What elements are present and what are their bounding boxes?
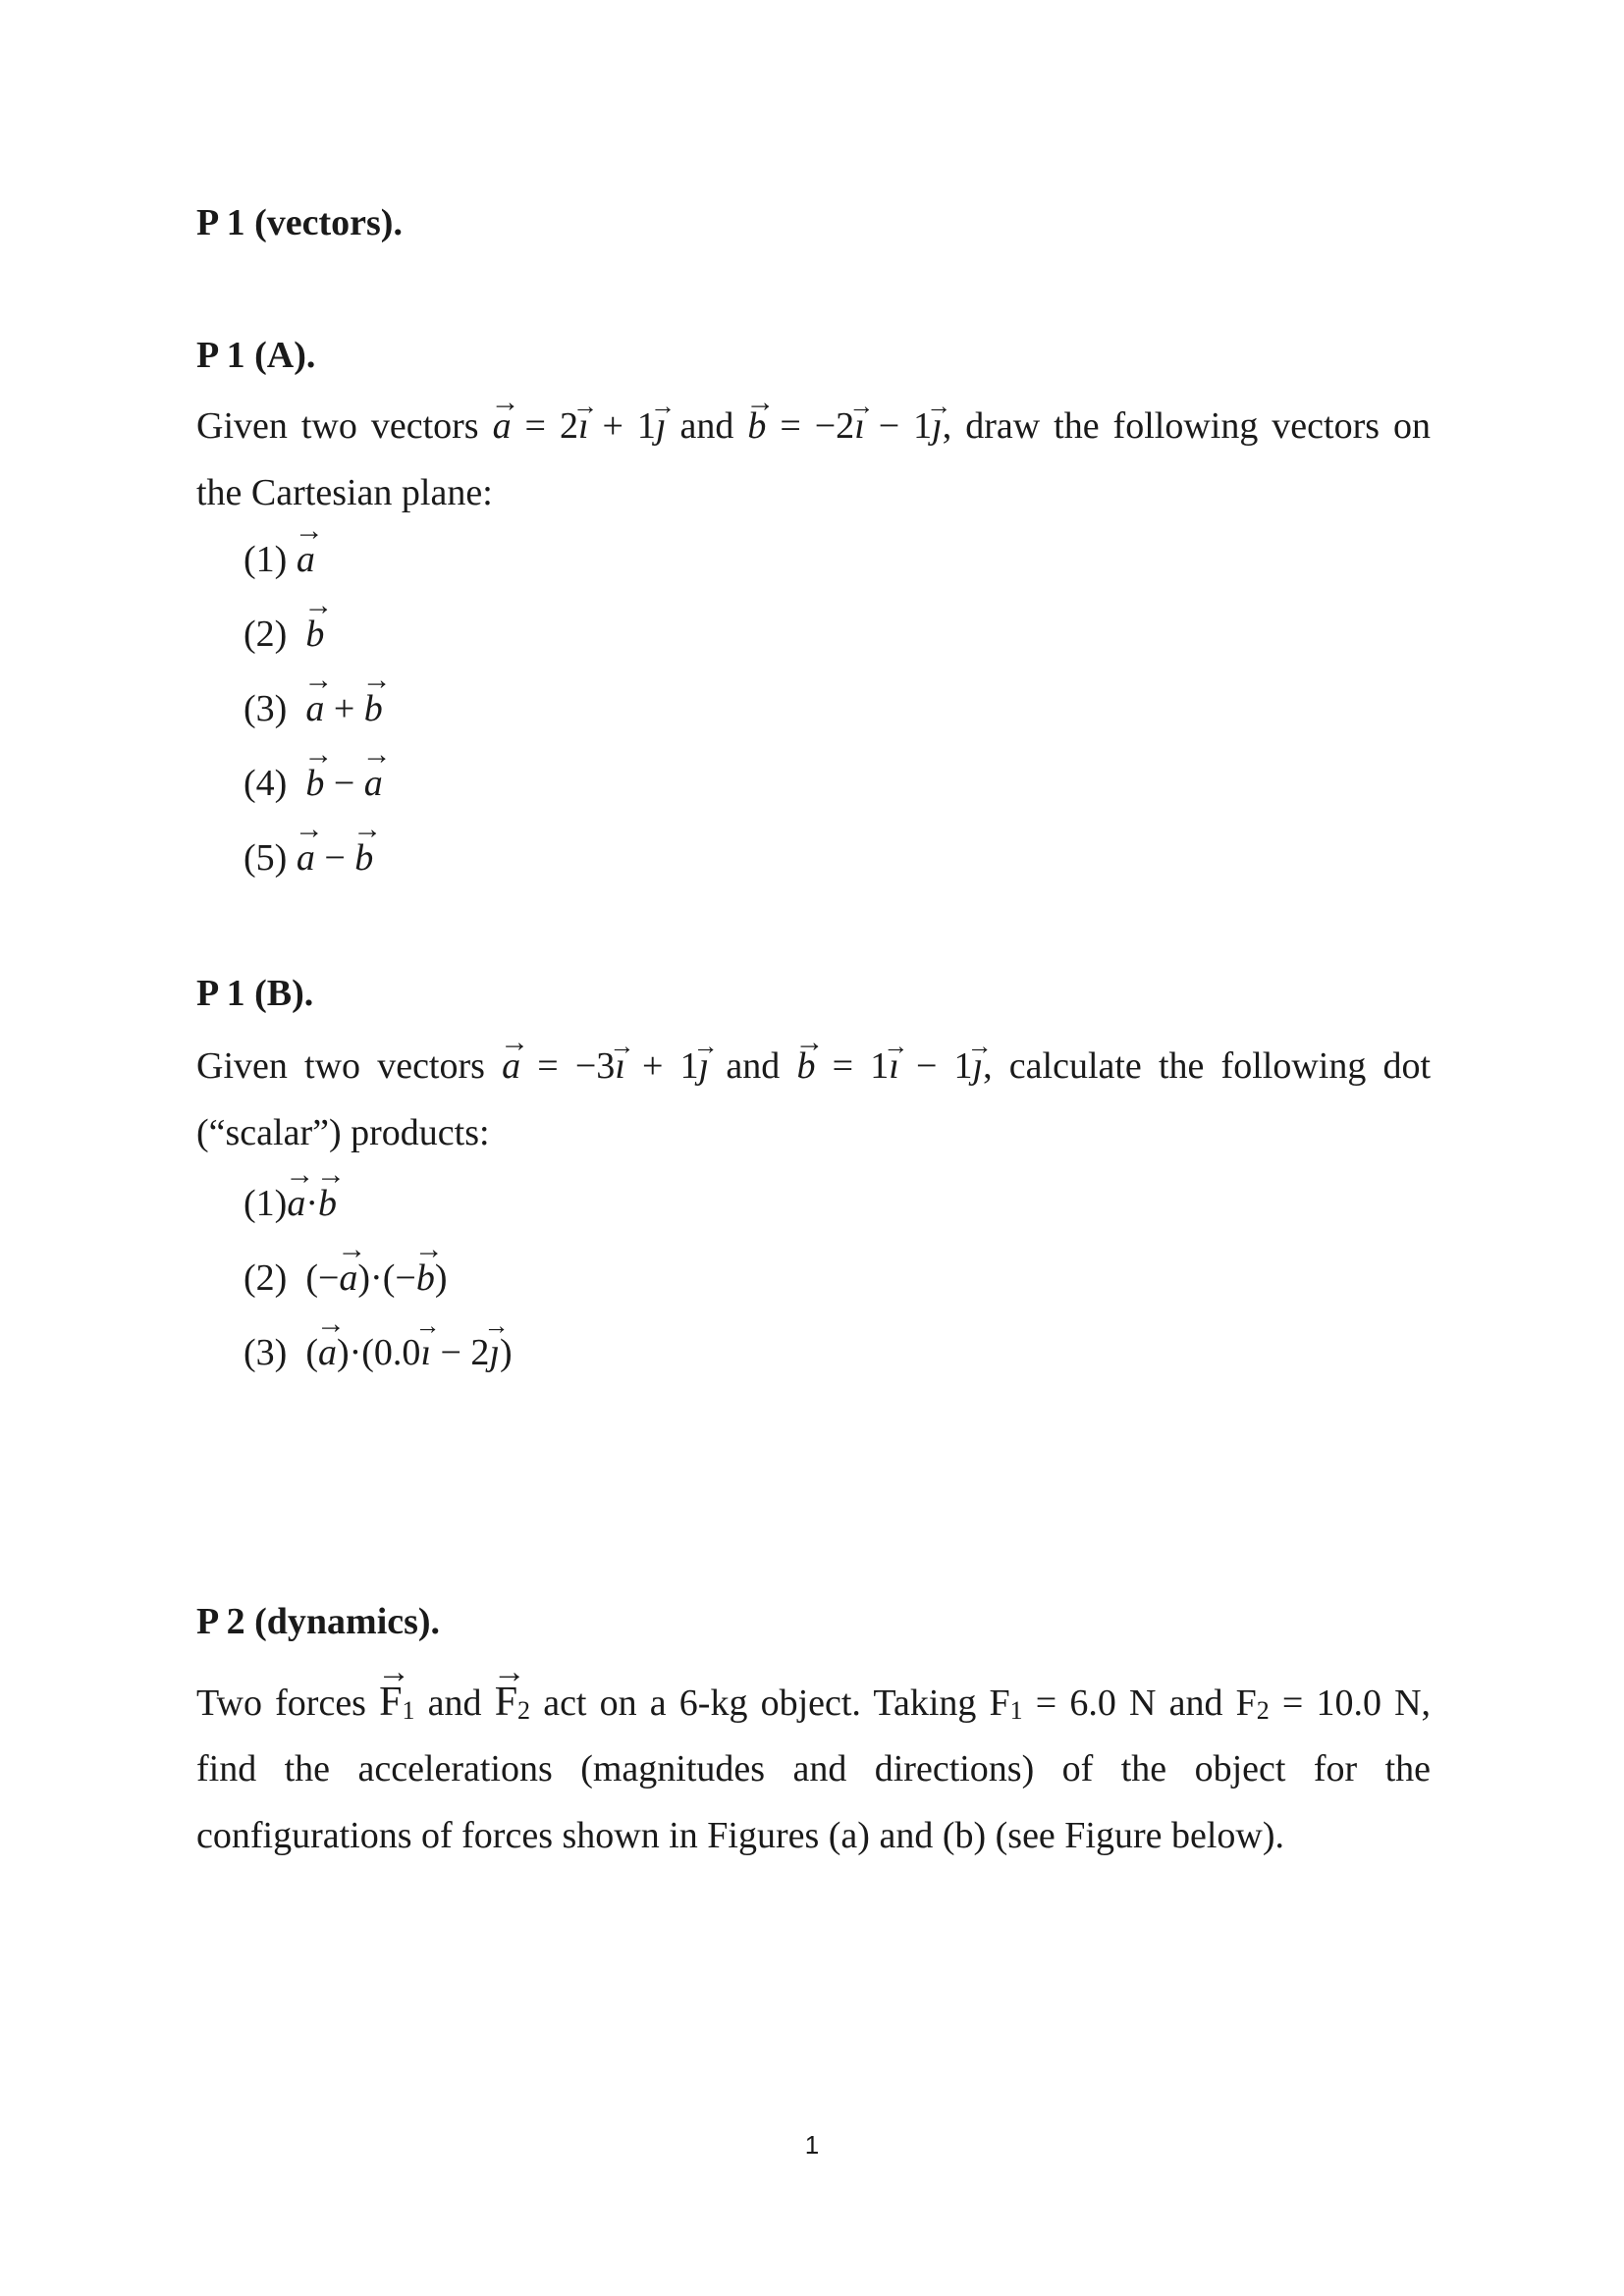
page-number: 1 (804, 2130, 820, 2160)
p1-heading: P 1 (vectors). (196, 202, 403, 243)
p1a-item-1: (1) a → (244, 538, 315, 581)
p1a-heading: P 1 (A). (196, 335, 316, 376)
p1a-item-4: (4) b → − a → (244, 762, 383, 805)
p2-heading: P 2 (dynamics). (196, 1601, 441, 1642)
p1a-intro-line1: Given two vectors a → = 2ı → + 1ȷ → and b → = −2ı → − 1ȷ →, draw the following vectors on (196, 393, 1431, 459)
p1a-item-5: (5) a → − b → (244, 836, 373, 880)
p2-text-line1: Two forces $F \to_1$ and $F \to_2$ act on a 6-kg object. Taking $F_1 = 6.0$ N and $F_2 = 10.0$ N, (196, 1669, 1431, 1744)
p1b-intro-line2: (“scalar”) products: (196, 1112, 490, 1153)
p1b-item-1: (1)a →·b → (244, 1182, 337, 1225)
p1a-item-3: (3) a → + b → (244, 687, 383, 730)
p1b-item-3: (3) (a →)·(0.0ı → − 2ȷ →) (244, 1331, 513, 1374)
p2-text-line3: configurations of forces shown in Figures (a) and (b) (see Figure below). (196, 1815, 1285, 1856)
p1b-item-2: (2) (−a →)·(−b →) (244, 1256, 447, 1300)
p2-text-line2: find the accelerations (magnitudes and directions) of the object for the (196, 1748, 1431, 1789)
p1a-item-2: (2) b → (244, 613, 324, 656)
p1a-intro-line2: the Cartesian plane: (196, 472, 493, 513)
p1b-intro-line1: Given two vectors a → = −3ı → + 1ȷ → and b → = 1ı → − 1ȷ →, calculate the following dot (196, 1033, 1431, 1099)
p1b-heading: P 1 (B). (196, 973, 314, 1014)
